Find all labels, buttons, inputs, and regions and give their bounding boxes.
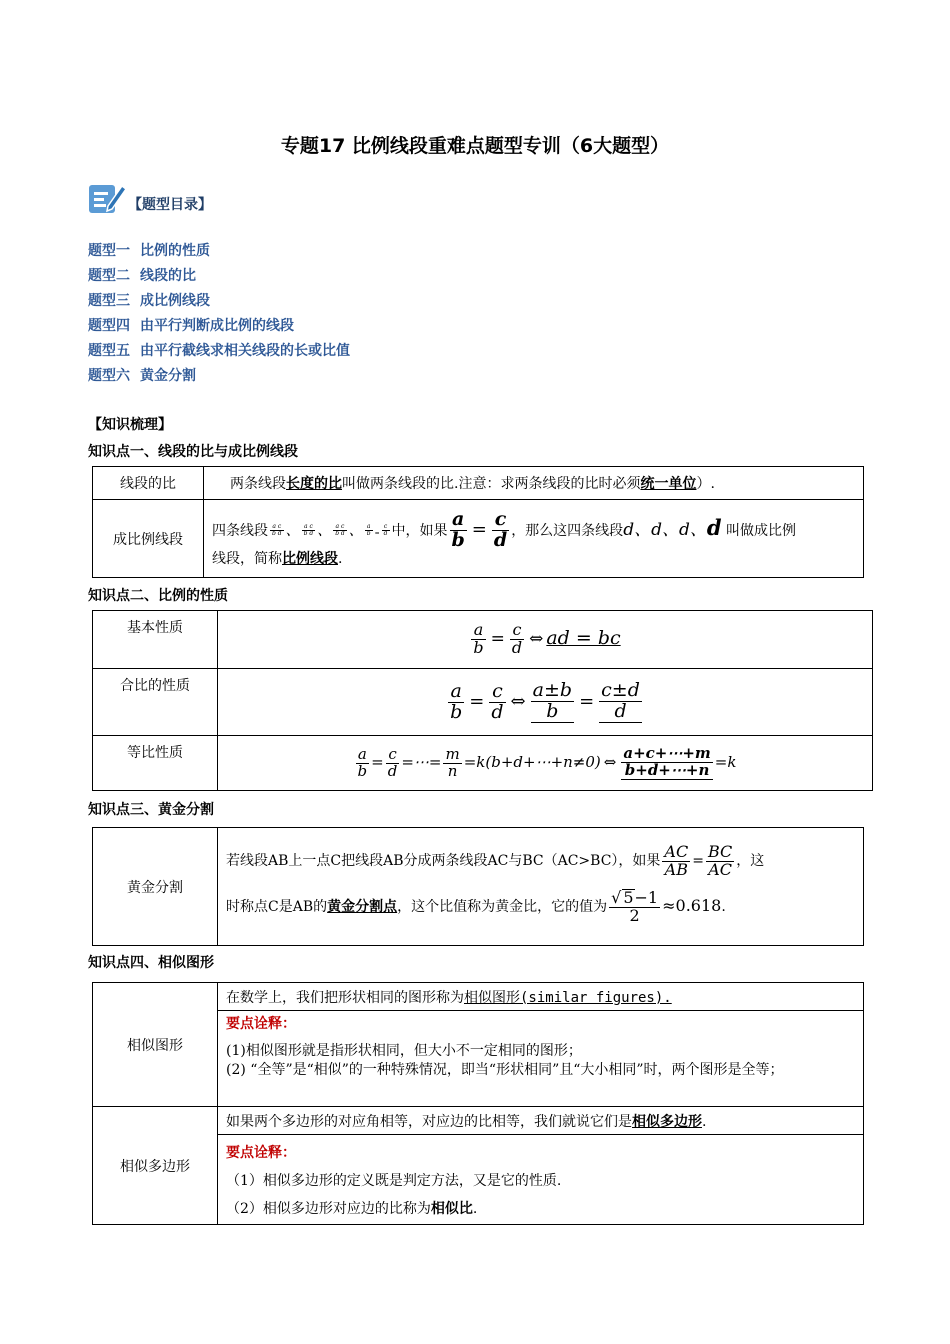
k4-row2-label: 相似多边形: [93, 1107, 218, 1225]
toc-item[interactable]: 题型五 由平行截线求相关线段的长或比值: [88, 343, 350, 359]
basic-property-formula: $\frac{a}{b}$ = $\frac{c}{d}$ ⇔ ad = bc: [218, 611, 873, 669]
k4-heading: 知识点四、相似图形: [88, 955, 214, 971]
k1-heading: 知识点一、线段的比与成比例线段: [88, 444, 298, 460]
k2-heading: 知识点二、比例的性质: [88, 588, 228, 604]
directory-heading: 【题型目录】: [128, 197, 212, 213]
k4-row1-notes: 要点诠释： (1)相似图形就是指形状相同，但大小不一定相同的图形； (2) “全等”是“相似”的一种特殊情况，即当“形状相同”且“大小相同”时，两个图形是全等；: [218, 1011, 864, 1107]
k4-row2-definition: 如果两个多边形的对应角相等，对应边的比相等，我们就说它们是相似多边形.: [218, 1107, 864, 1135]
k3-label: 黄金分割: [93, 828, 218, 946]
composition-property-formula: $\frac{a}{b}$ = $\frac{c}{d}$ ⇔ $\frac{a\pm b}{b}$ = $\frac{c\pm d}{d}$: [218, 669, 873, 736]
k1-row1-content: 两条线段长度的比叫做两条线段的比.注意：求两条线段的比时必须统一单位）.: [204, 467, 864, 500]
k1-row1-label: 线段的比: [93, 467, 204, 500]
k1-row2-content: 四条线段 $\frac{\text{a c}}{\text{b d}}$ 、 $\frac{\text{a c}}{\text{b d}}$ 、 $\frac{\text{a c}}{\text{b d}}$ 、 $\frac{a}{b}$ = $\frac{c}{d}$ 中，如果 $\frac{a}{b}$ = $\frac{c}{d}$ ，那么这四条线段d、d、d、d 叫做成比例 线段，简称比例线段.: [204, 500, 864, 578]
k1-table: [92, 466, 864, 578]
toc-item[interactable]: 题型二 线段的比: [88, 268, 196, 284]
k2-table: [92, 610, 873, 791]
k2-row1-label: 基本性质: [93, 611, 218, 669]
page-title: 专题17 比例线段重难点题型专训（6大题型）: [280, 135, 670, 157]
k3-content: 若线段AB上一点C把线段AB分成两条线段AC与BC（AC>BC），如果 $\frac{AC}{AB}$ = $\frac{BC}{AC}$ ，这 时称点C是AB的黄金分割点，这个比值称为黄金比，它的值为 $\frac{√ 5-1}{2}$ ≈0.618.: [218, 828, 864, 946]
toc-item[interactable]: 题型四 由平行判断成比例的线段: [88, 318, 294, 334]
k3-table: [92, 827, 864, 946]
k1-row2-label: 成比例线段: [93, 500, 204, 578]
k2-row3-label: 等比性质: [93, 736, 218, 791]
k4-row2-notes: 要点诠释： （1）相似多边形的定义既是判定方法，又是它的性质. （2）相似多边形对应边的比称为相似比.: [218, 1135, 864, 1225]
toc-item[interactable]: 题型六 黄金分割: [88, 368, 196, 384]
equal-ratio-property-formula: $\frac{a}{b}$ = $\frac{c}{d}$ =⋯= $\frac{m}{n}$ =k(b+d+⋯+n≠0) ⇔ $\frac{a+c+\cdots+m}{b+d+\cdots+n}$ =k: [218, 736, 873, 791]
knowledge-heading: 【知识梳理】: [88, 417, 172, 433]
k3-heading: 知识点三、黄金分割: [88, 802, 214, 818]
edit-document-icon: [86, 178, 126, 218]
k4-row1-label: 相似图形: [93, 983, 218, 1107]
k2-row2-label: 合比的性质: [93, 669, 218, 736]
k4-table: [92, 982, 864, 1225]
toc-item[interactable]: 题型三 成比例线段: [88, 293, 210, 309]
k4-row1-definition: 在数学上，我们把形状相同的图形称为相似图形(similar figures).: [218, 983, 864, 1011]
directory-list: [88, 240, 350, 390]
toc-item[interactable]: 题型一 比例的性质: [88, 243, 210, 259]
